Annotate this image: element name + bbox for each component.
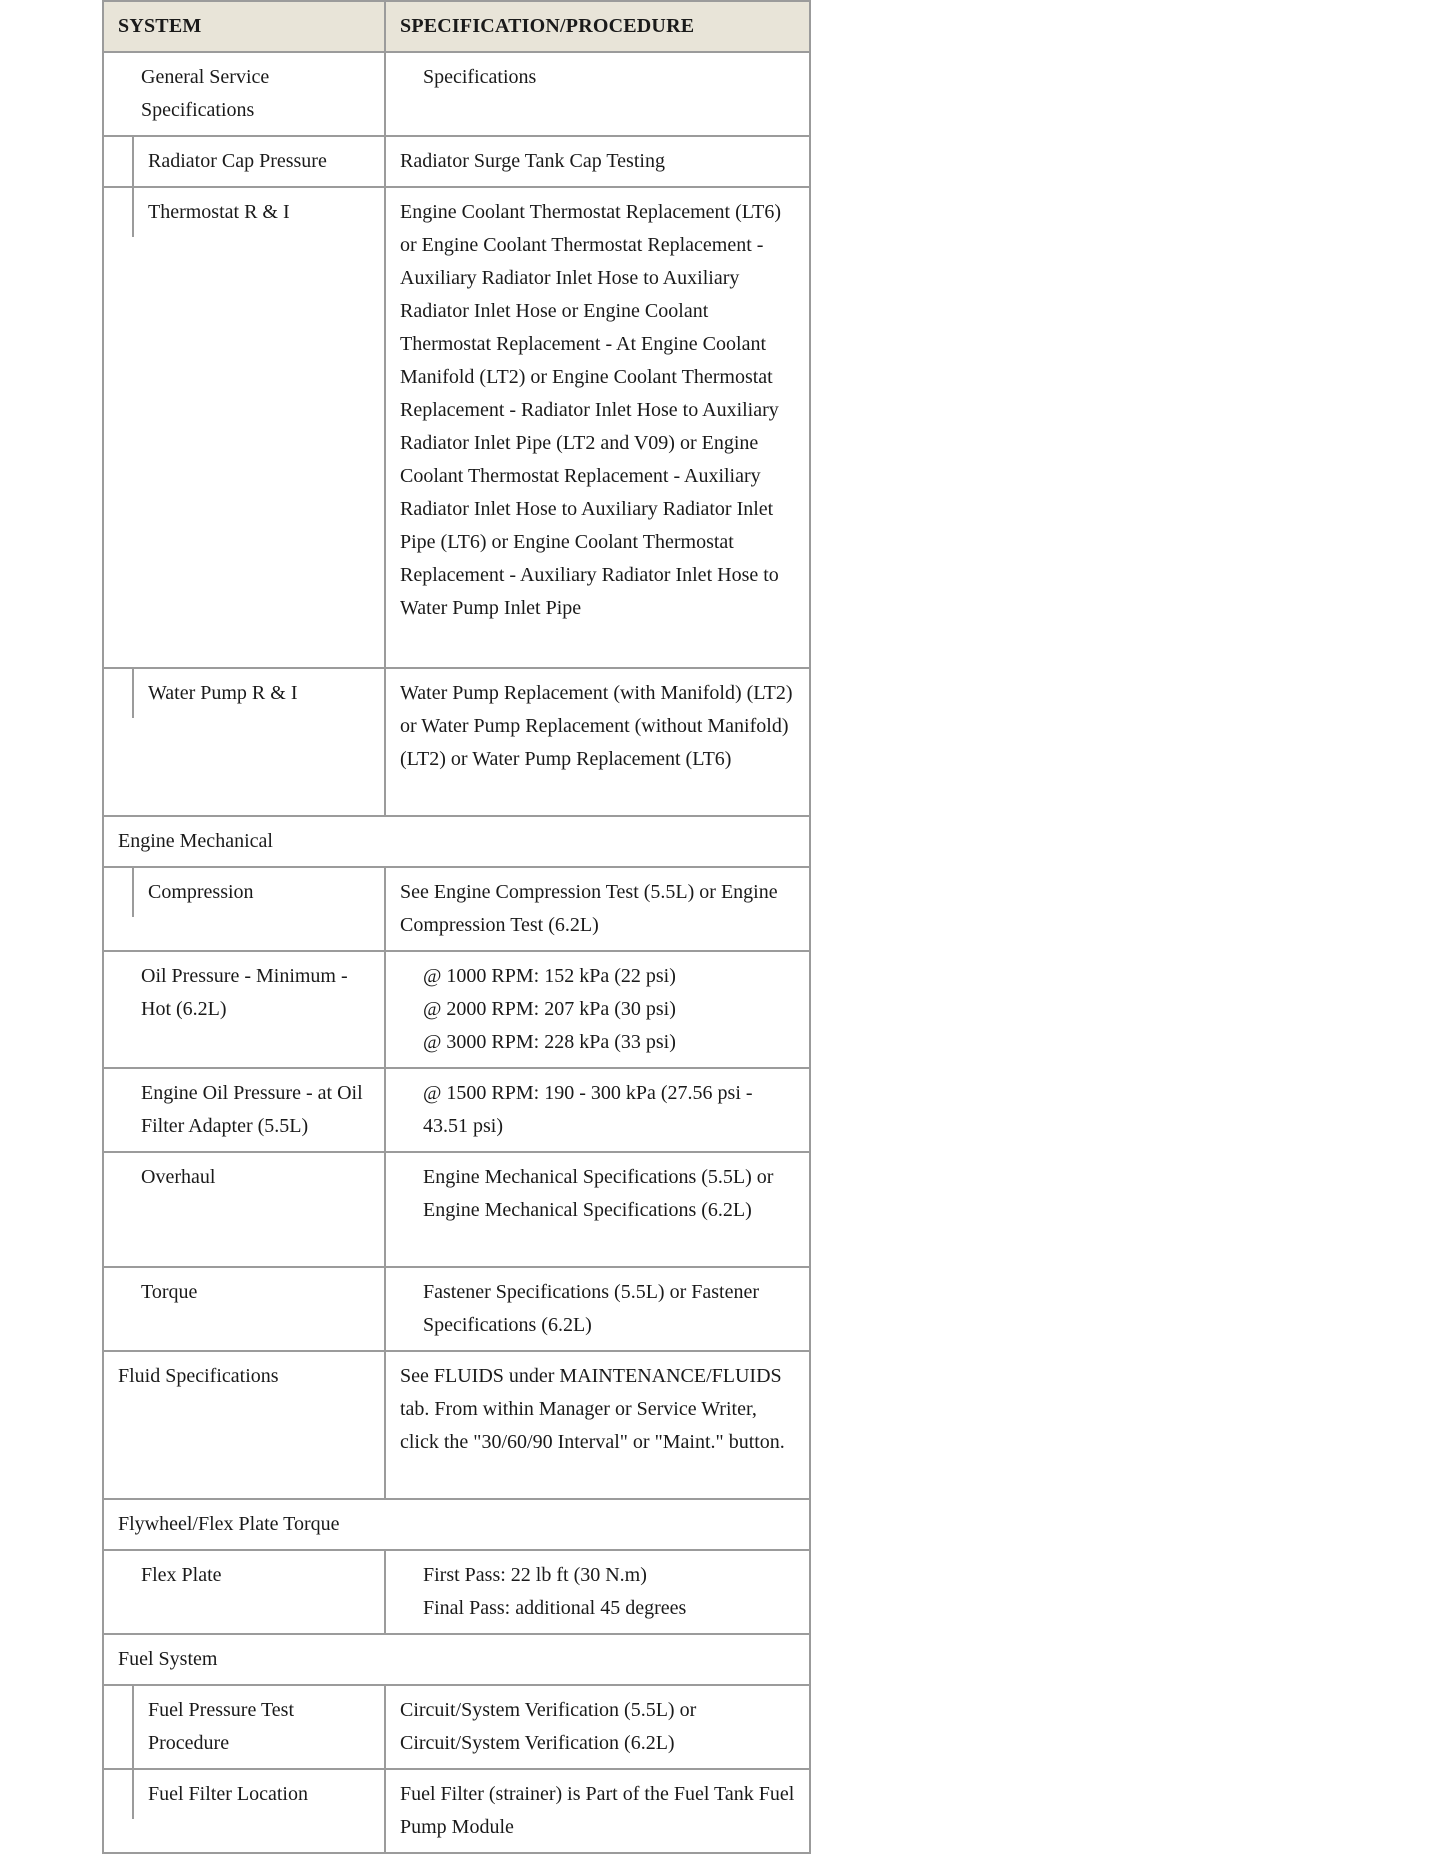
section-flywheel: Flywheel/Flex Plate Torque xyxy=(103,1499,810,1550)
table-row xyxy=(103,1152,810,1267)
row-spec-radiator-cap[interactable]: Radiator Surge Tank Cap Testing xyxy=(385,136,810,187)
spec-table xyxy=(102,0,811,1854)
indent-bar xyxy=(104,669,134,718)
header-system: SYSTEM xyxy=(103,1,385,52)
row-system-radiator-cap: Radiator Cap Pressure xyxy=(148,150,327,172)
header-spec: SPECIFICATION/PROCEDURE xyxy=(385,1,810,52)
indent-bar xyxy=(104,868,134,917)
table-row xyxy=(103,1267,810,1351)
row-system-compression: Compression xyxy=(148,881,254,903)
spec-line: @ 3000 RPM: 228 kPa (33 psi) xyxy=(423,1031,676,1053)
table-row xyxy=(103,1068,810,1152)
table-row xyxy=(103,52,810,136)
table-row xyxy=(103,1769,810,1853)
row-system-water-pump: Water Pump R & I xyxy=(148,682,298,704)
row-system-torque: Torque xyxy=(103,1267,385,1351)
row-spec-fuel-filter: Fuel Filter (strainer) is Part of the Fuel Tank Fuel Pump Module xyxy=(385,1769,810,1853)
row-system-oil-pressure-filter: Engine Oil Pressure - at Oil Filter Adapter (5.5L) xyxy=(103,1068,385,1152)
table-row xyxy=(103,1351,810,1499)
row-system-flex-plate: Flex Plate xyxy=(103,1550,385,1634)
table-header-row xyxy=(103,1,810,52)
row-system-thermostat-cell xyxy=(103,187,385,668)
indent-bar xyxy=(104,1770,134,1819)
row-spec-compression[interactable]: See Engine Compression Test (5.5L) or Engine Compression Test (6.2L) xyxy=(385,867,810,951)
row-spec-fuel-pressure[interactable]: Circuit/System Verification (5.5L) or Circuit/System Verification (6.2L) xyxy=(385,1685,810,1769)
row-system-radiator-cap-cell xyxy=(103,136,385,187)
row-system-fuel-pressure-cell xyxy=(103,1685,385,1769)
table-row xyxy=(103,136,810,187)
indent-bar xyxy=(104,137,134,186)
row-system-overhaul: Overhaul xyxy=(103,1152,385,1267)
row-system-fluid-specs: Fluid Specifications xyxy=(103,1351,385,1499)
row-spec-thermostat[interactable]: Engine Coolant Thermostat Replacement (LT6) or Engine Coolant Thermostat Replacement - Auxiliary Radiator Inlet Hose to Auxiliary Radiator Inlet Hose or Engine Coolant Thermostat Replacement - At Engine Coolant Manifold (LT2) or Engine Coolant Thermostat Replacement - Radiator Inlet Hose to Auxiliary Radiator Inlet Pipe (LT2 and V09) or Engine Coolant Thermostat Replacement - Auxiliary Radiator Inlet Hose to Auxiliary Radiator Inlet Pipe (LT6) or Engine Coolant Thermostat Replacement - Auxiliary Radiator Inlet Hose to Water Pump Inlet Pipe xyxy=(385,187,810,668)
row-spec-torque[interactable]: Fastener Specifications (5.5L) or Fastener Specifications (6.2L) xyxy=(385,1267,810,1351)
row-system-thermostat: Thermostat R & I xyxy=(148,201,290,223)
spec-line: @ 1000 RPM: 152 kPa (22 psi) xyxy=(423,965,676,987)
row-system-fuel-filter: Fuel Filter Location xyxy=(148,1783,308,1805)
table-row xyxy=(103,1550,810,1634)
table-row xyxy=(103,668,810,816)
row-spec-fluid-specs: See FLUIDS under MAINTENANCE/FLUIDS tab. From within Manager or Service Writer, click the "30/60/90 Interval" or "Maint." button. xyxy=(385,1351,810,1499)
section-row xyxy=(103,816,810,867)
table-row xyxy=(103,867,810,951)
row-spec-overhaul[interactable]: Engine Mechanical Specifications (5.5L) or Engine Mechanical Specifications (6.2L) xyxy=(385,1152,810,1267)
spec-line: @ 2000 RPM: 207 kPa (30 psi) xyxy=(423,998,676,1020)
row-system-compression-cell xyxy=(103,867,385,951)
table-row xyxy=(103,187,810,668)
row-spec-flex-plate xyxy=(385,1550,810,1634)
row-system-water-pump-cell xyxy=(103,668,385,816)
spec-line: First Pass: 22 lb ft (30 N.m) xyxy=(423,1564,647,1586)
section-fuel-system: Fuel System xyxy=(103,1634,810,1685)
row-spec-water-pump[interactable]: Water Pump Replacement (with Manifold) (LT2) or Water Pump Replacement (without Manifold) (LT2) or Water Pump Replacement (LT6) xyxy=(385,668,810,816)
row-spec-general-service[interactable]: Specifications xyxy=(385,52,810,136)
section-engine-mechanical: Engine Mechanical xyxy=(103,816,810,867)
section-row xyxy=(103,1499,810,1550)
indent-bar xyxy=(104,188,134,237)
row-system-fuel-pressure: Fuel Pressure Test Procedure xyxy=(148,1699,294,1754)
row-spec-oil-pressure-filter: @ 1500 RPM: 190 - 300 kPa (27.56 psi - 43.51 psi) xyxy=(385,1068,810,1152)
section-row xyxy=(103,1634,810,1685)
spec-line: Final Pass: additional 45 degrees xyxy=(423,1597,687,1619)
row-spec-oil-pressure-min xyxy=(385,951,810,1068)
table-row xyxy=(103,951,810,1068)
row-system-fuel-filter-cell xyxy=(103,1769,385,1853)
indent-bar xyxy=(104,1686,134,1768)
row-system-oil-pressure-min: Oil Pressure - Minimum - Hot (6.2L) xyxy=(103,951,385,1068)
row-system-general-service: General Service Specifications xyxy=(103,52,385,136)
table-row xyxy=(103,1685,810,1769)
